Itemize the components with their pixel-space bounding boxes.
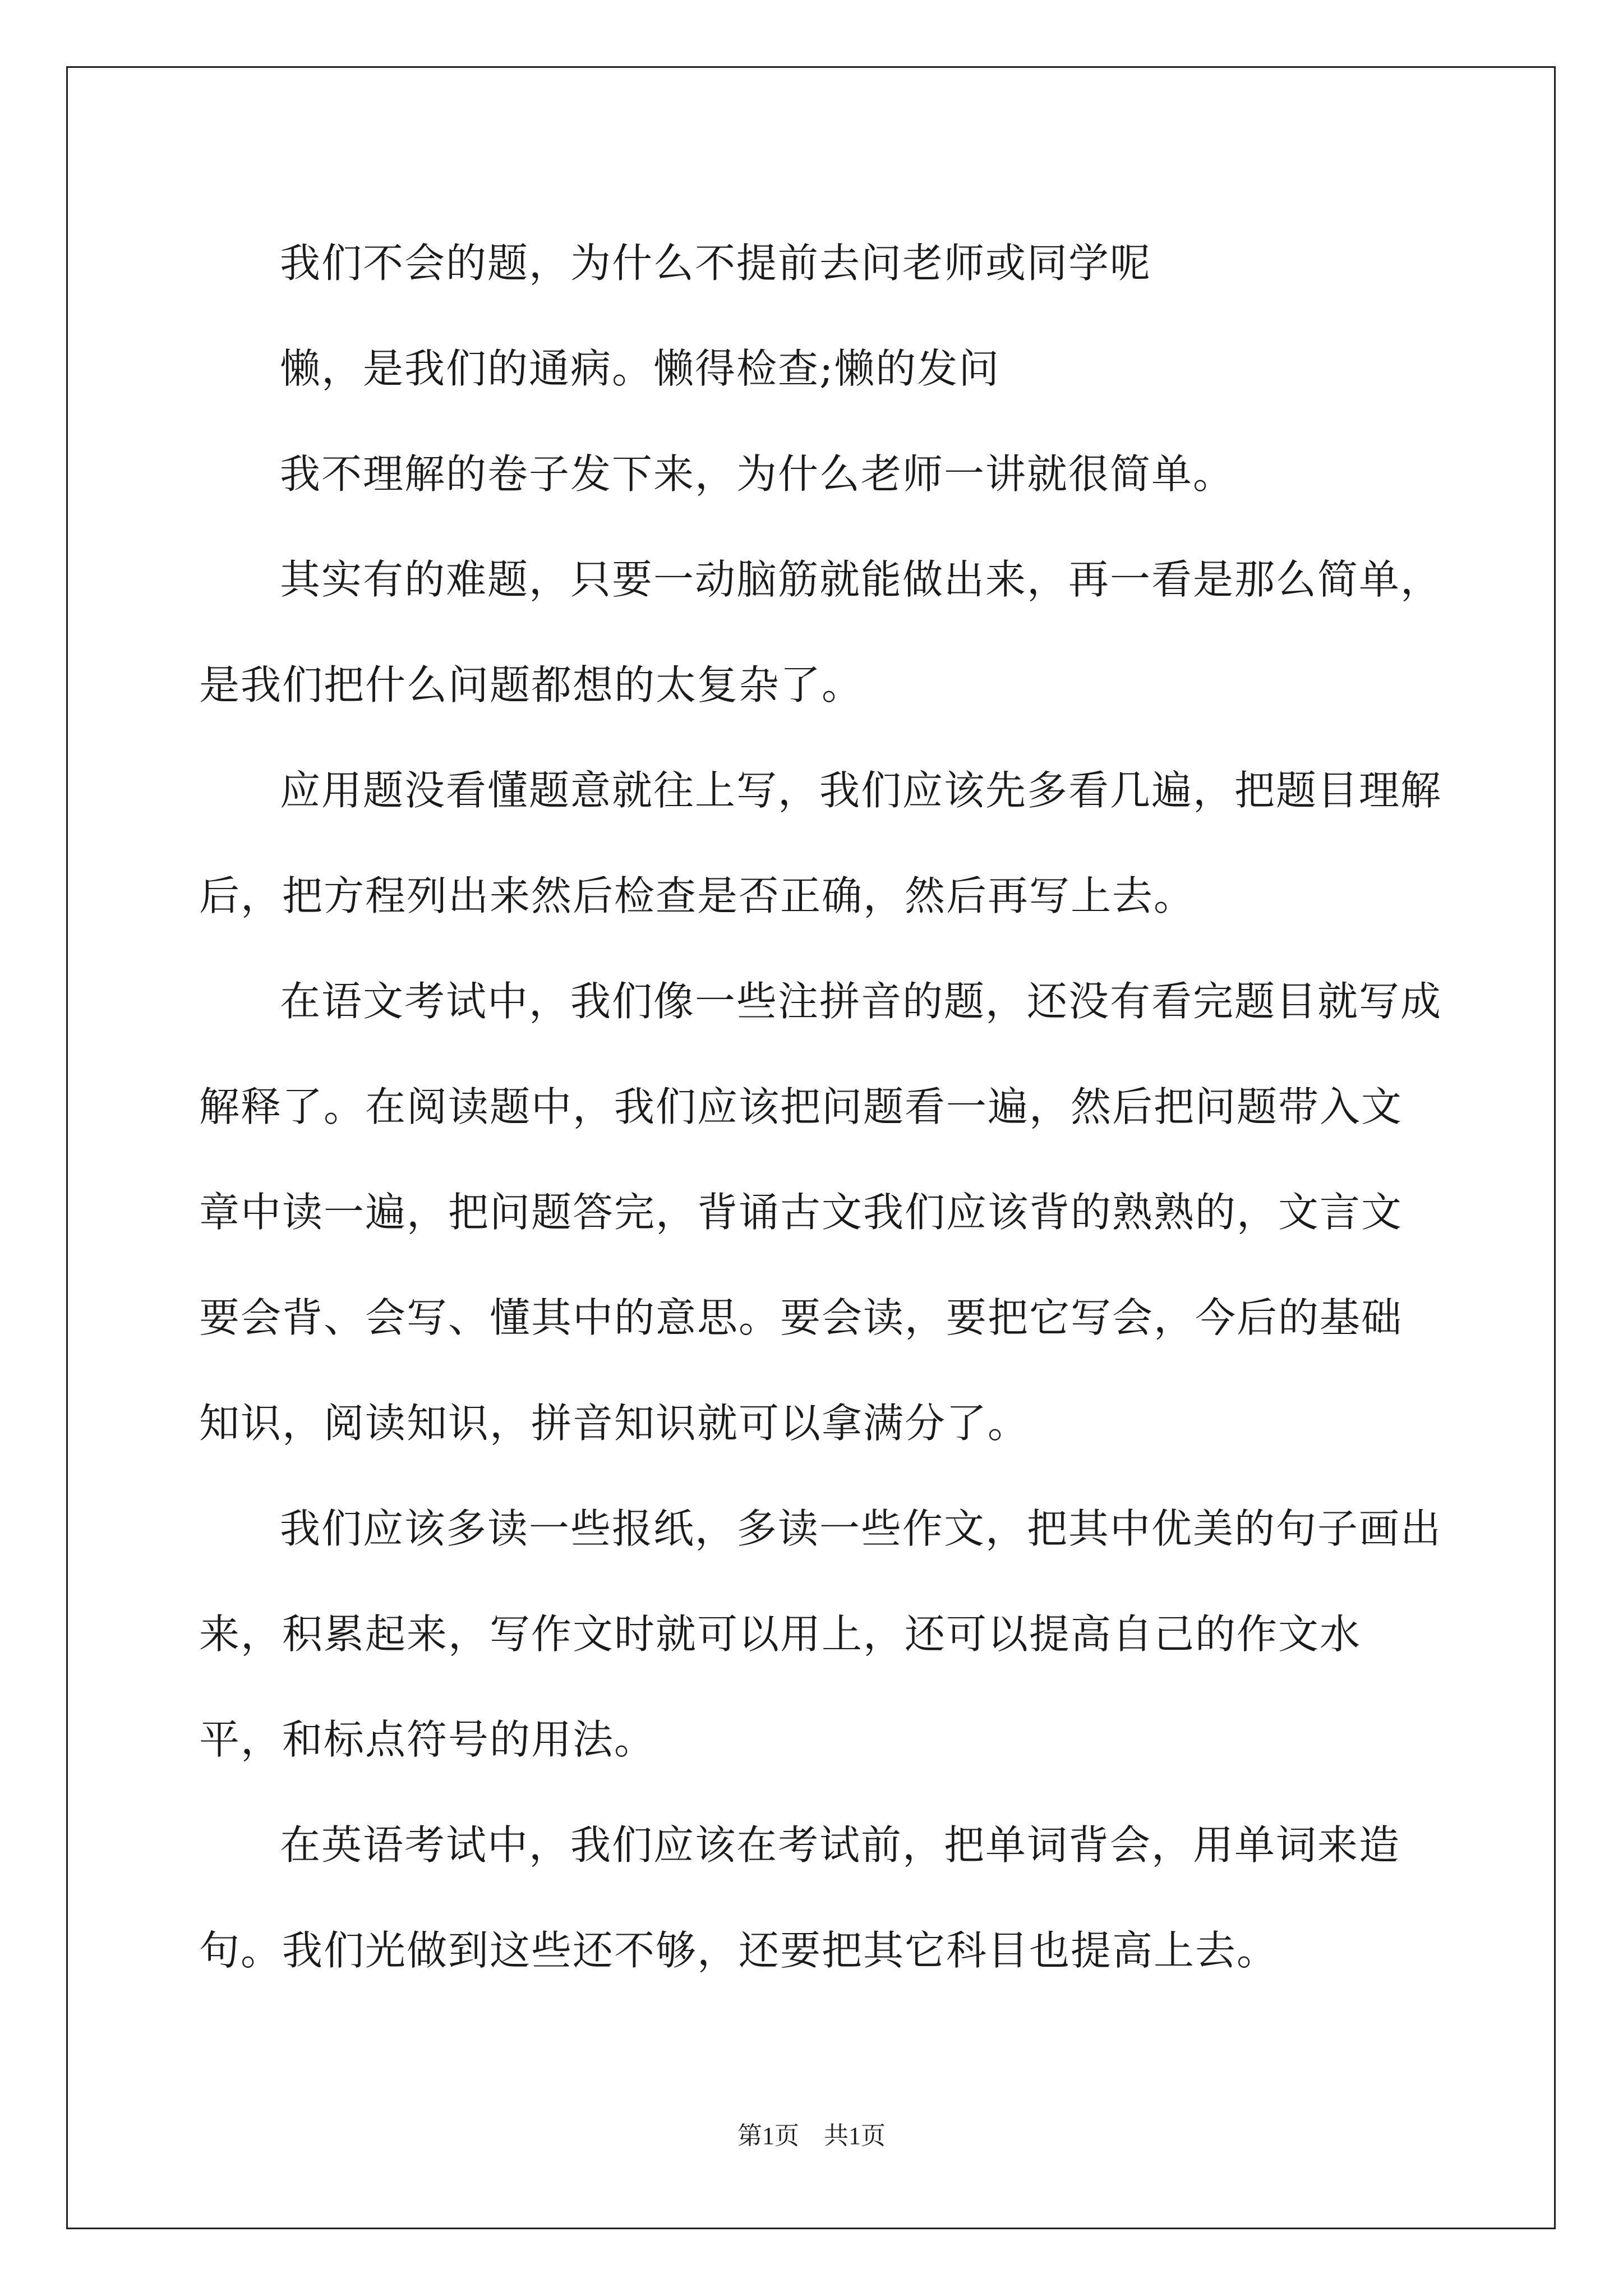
document-body [199, 210, 1443, 2003]
paragraph-7: 我们应该多读一些报纸，多读一些作文，把其中优美的句子画出来，积累起来，写作文时就可以用上，还可以提高自己的作文水平，和标点符号的用法。 [199, 1505, 1442, 1763]
paragraph-6: 在语文考试中，我们像一些注拼音的题，还没有看完题目就写成解释了。在阅读题中，我们应该把问题看一遍，然后把问题带入文章中读一遍，把问题答完，背诵古文我们应该背的熟熟的，文言文要会背、会写、懂其中的意思。要会读，要把它写会，今后的基础知识，阅读知识，拼音知识就可以拿满分了。 [199, 978, 1442, 1447]
paragraph-4: 其实有的难题，只要一动脑筋就能做出来，再一看是那么简单，是我们把什么问题都想的太复杂了。 [199, 556, 1442, 708]
paragraph-2: 懒，是我们的通病。懒得检查;懒的发问 [280, 345, 1000, 392]
page-number-current: 第1页 [737, 2122, 799, 2150]
page-number-total: 共1页 [824, 2122, 886, 2150]
paragraph-8: 在英语考试中，我们应该在考试前，把单词背会，用单词来造句。我们光做到这些还不够，还要把其它科目也提高上去。 [199, 1821, 1401, 1974]
page-footer [0, 2119, 1623, 2153]
paragraph-5: 应用题没看懂题意就往上写，我们应该先多看几遍，把题目理解后，把方程列出来然后检查是否正确，然后再写上去。 [199, 767, 1442, 919]
paragraph-3: 我不理解的卷子发下来，为什么老师一讲就很简单。 [280, 450, 1235, 498]
paragraph-1: 我们不会的题，为什么不提前去问老师或同学呢 [280, 240, 1152, 287]
